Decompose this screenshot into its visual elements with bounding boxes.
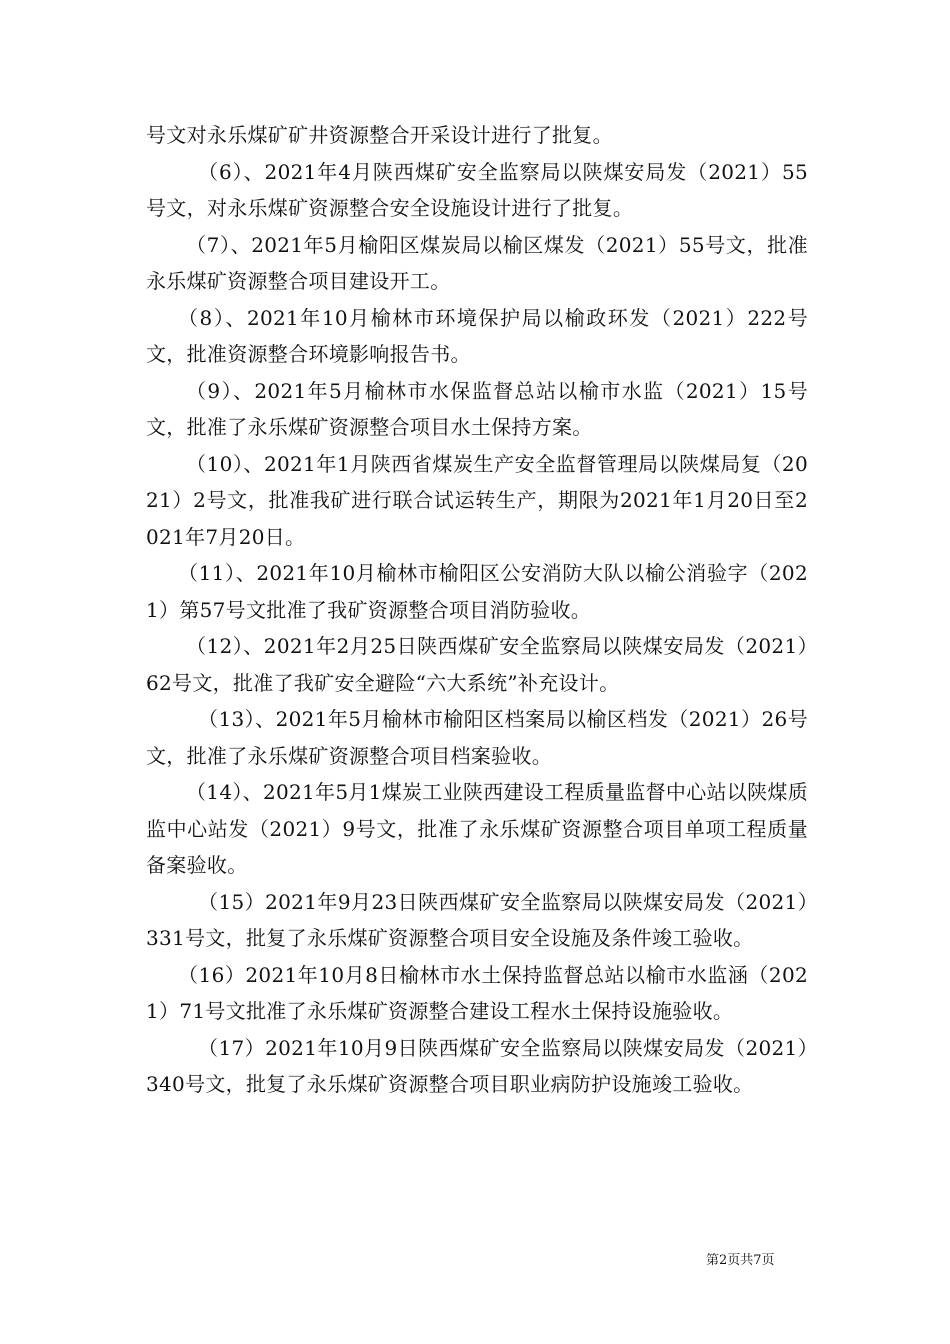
- paragraph-item-12: （12）、2021年2月25日陕西煤矿安全监察局以陕煤安局发（2021）62号文，批准了我矿安全避险“六大系统”补充设计。: [146, 634, 808, 695]
- paragraph-item-7: （7）、2021年5月榆阳区煤炭局以榆区煤发（2021）55号文，批准永乐煤矿资源整合项目建设开工。: [146, 232, 808, 293]
- body-text: [146, 117, 808, 1103]
- paragraph-item-17: （17）2021年10月9日陕西煤矿安全监察局以陕煤安局发（2021）340号文，批复了永乐煤矿资源整合项目职业病防护设施竣工验收。: [146, 1035, 808, 1096]
- page-number: 第2页共7页: [706, 1253, 775, 1268]
- paragraph-item-11: （11）、2021年10月榆林市榆阳区公安消防大队以榆公消验字（2021）第57号文批准了我矿资源整合项目消防验收。: [146, 561, 808, 622]
- paragraph-item-9: （9）、2021年5月榆林市水保监督总站以榆市水监（2021）15号文，批准了永乐煤矿资源整合项目水土保持方案。: [146, 378, 808, 439]
- paragraph-item-6: （6）、2021年4月陕西煤矿安全监察局以陕煤安局发（2021）55号文，对永乐煤矿资源整合安全设施设计进行了批复。: [146, 159, 808, 220]
- paragraph-item-14: （14）、2021年5月1煤炭工业陕西建设工程质量监督中心站以陕煤质监中心站发（2021）9号文，批准了永乐煤矿资源整合项目单项工程质量备案验收。: [146, 780, 808, 877]
- paragraph-item-13: （13）、2021年5月榆林市榆阳区档案局以榆区档发（2021）26号文，批准了永乐煤矿资源整合项目档案验收。: [146, 707, 808, 768]
- paragraph-item-16: （16）2021年10月8日榆林市水土保持监督总站以榆市水监涵（2021）71号文批准了永乐煤矿资源整合建设工程水土保持设施验收。: [146, 962, 808, 1023]
- paragraph-item-10: （10）、2021年1月陕西省煤炭生产安全监督管理局以陕煤局复（2021）2号文，批准我矿进行联合试运转生产，期限为2021年1月20日至2021年7月20日。: [146, 451, 808, 549]
- paragraph-item-15: （15）2021年9月23日陕西煤矿安全监察局以陕煤安局发（2021）331号文，批复了永乐煤矿资源整合项目安全设施及条件竣工验收。: [146, 889, 808, 950]
- paragraph-item-8: （8）、2021年10月榆林市环境保护局以榆政环发（2021）222号文，批准资源整合环境影响报告书。: [146, 305, 808, 366]
- paragraph-continuation: 号文对永乐煤矿矿井资源整合开采设计进行了批复。: [146, 123, 613, 147]
